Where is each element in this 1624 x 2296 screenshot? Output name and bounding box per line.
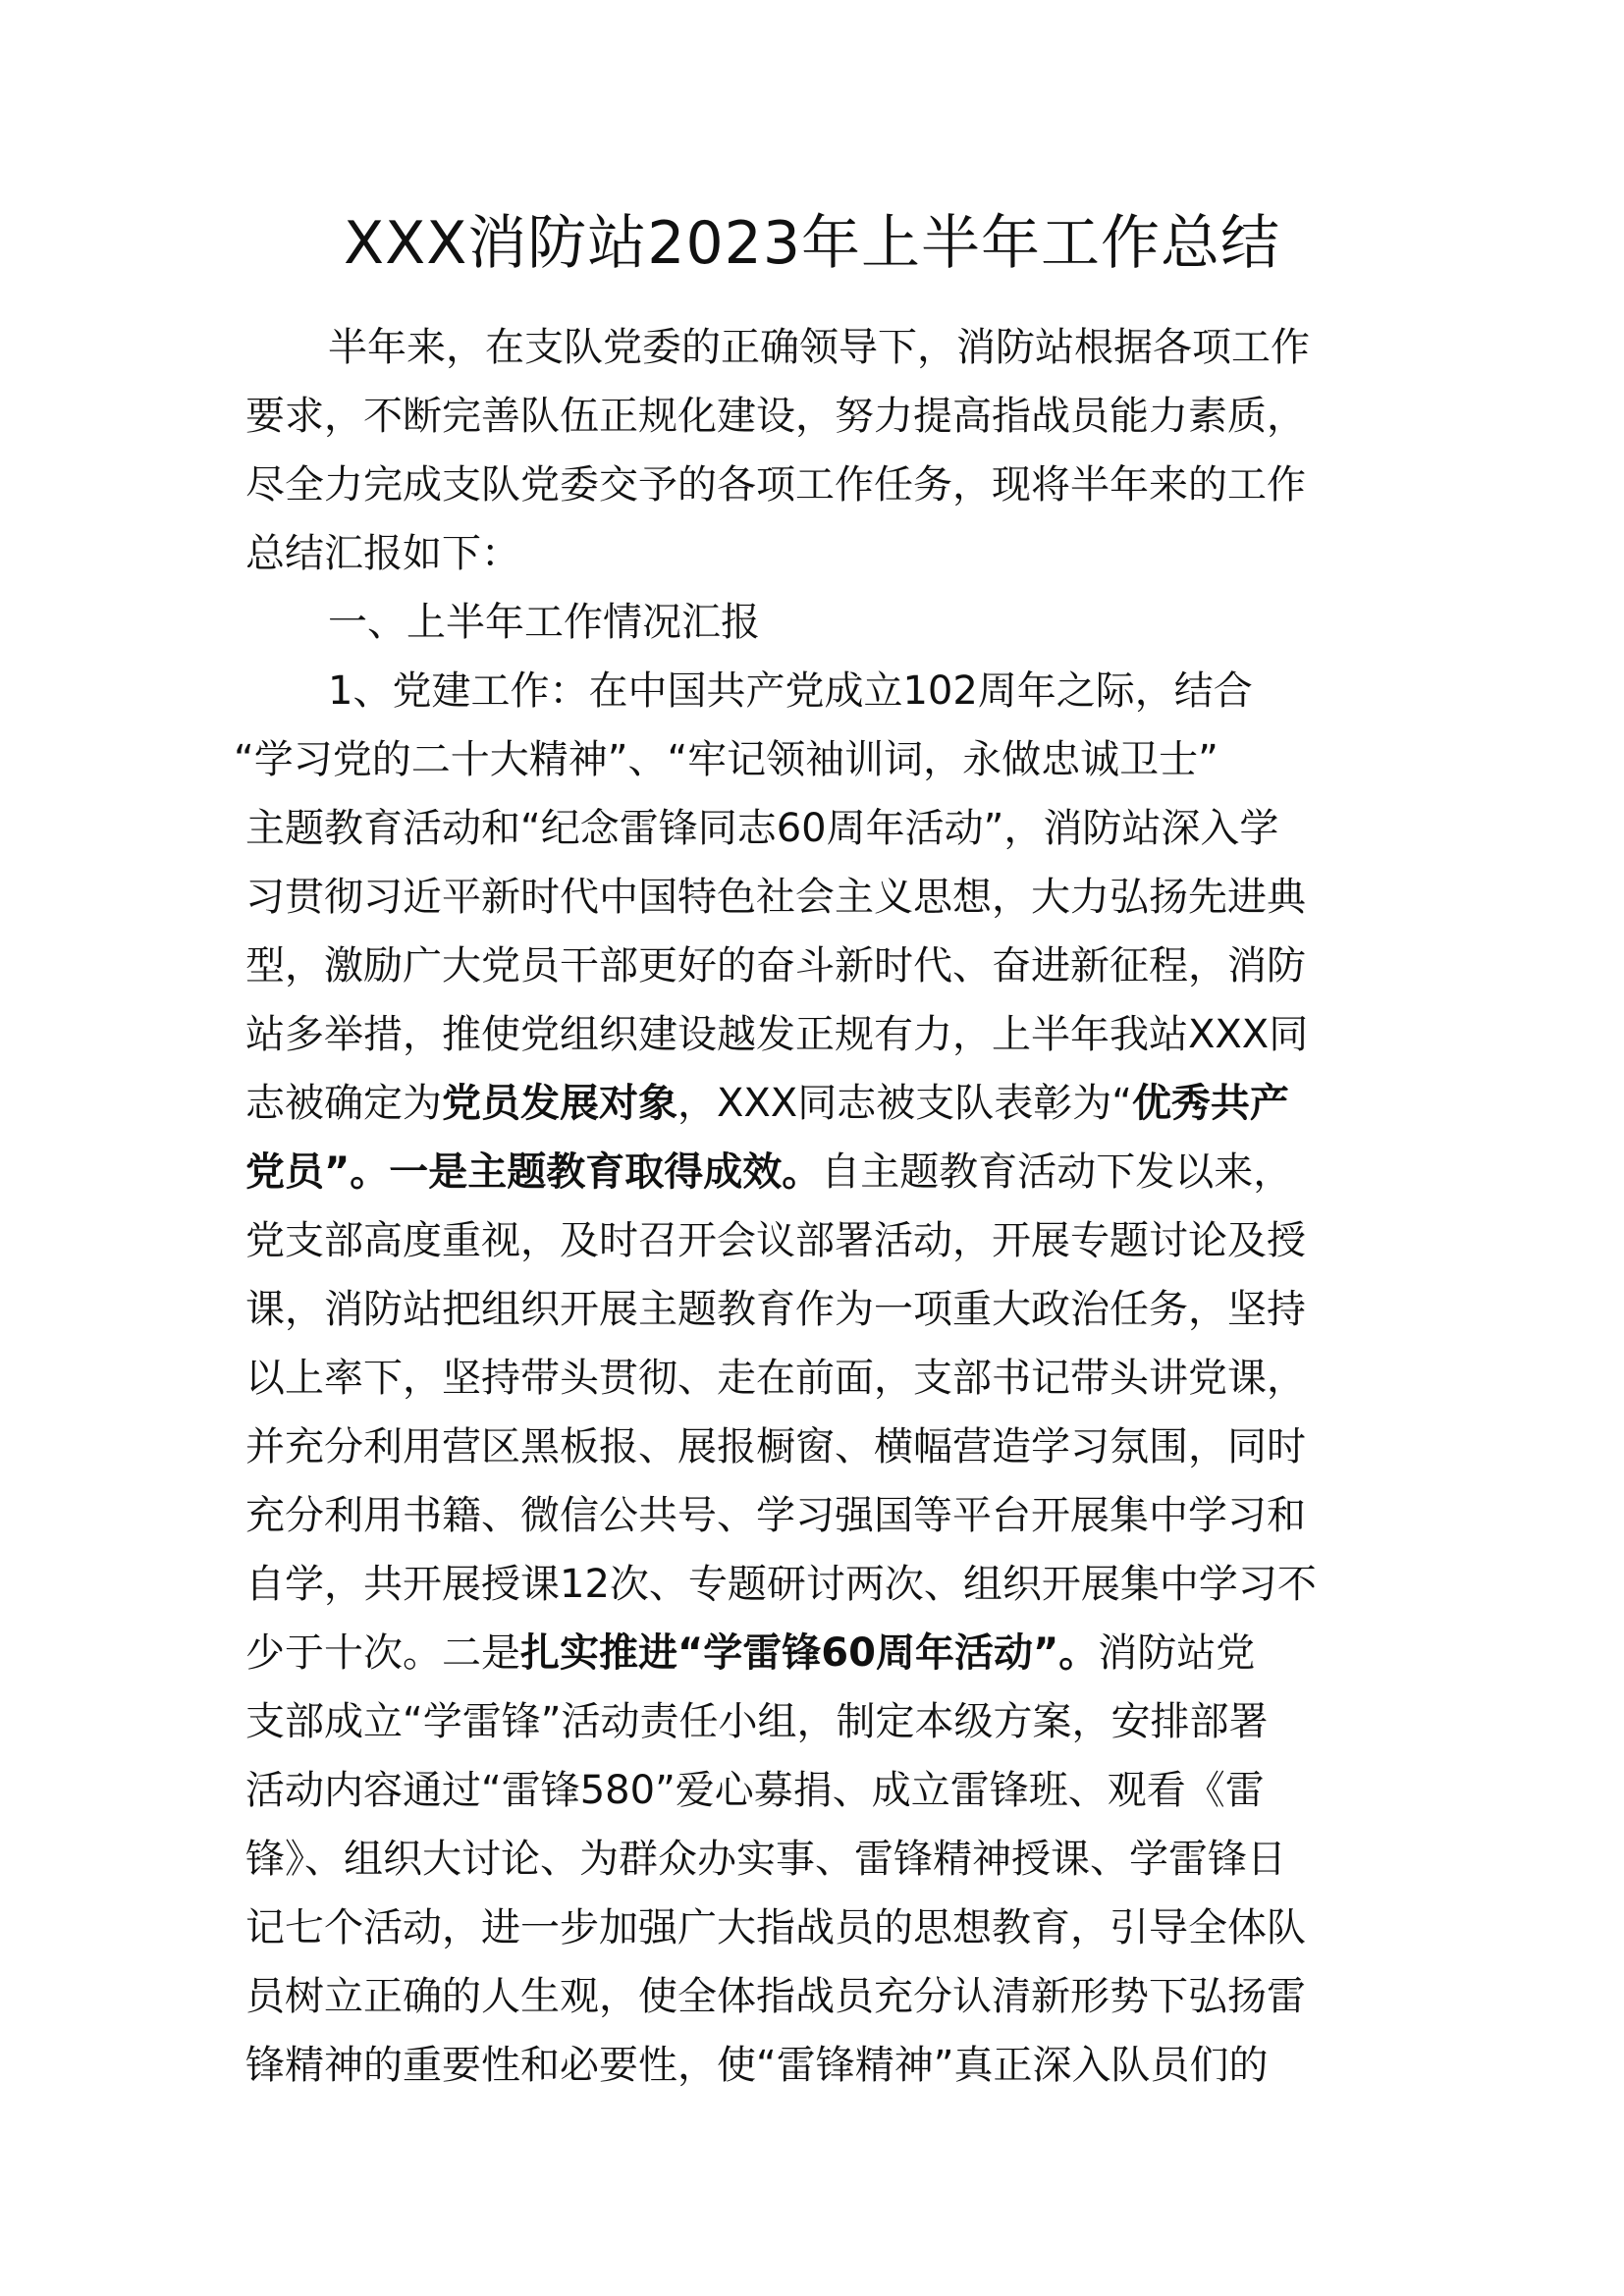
text-span: ，XXX同志被支队表彰为“	[677, 1081, 1132, 1126]
bold-text-party-candidate: 党员发展对象	[442, 1081, 677, 1126]
paragraph-line-10: 课，消防站把组织开展主题教育作为一项重大政治任务，坚持	[245, 1287, 1306, 1332]
paragraph-line-19: 记七个活动，进一步加强广大指战员的思想教育，引导全体队	[245, 1905, 1306, 1950]
bold-text-excellent-member: 优秀共产	[1131, 1081, 1289, 1126]
paragraph-line-3: 主题教育活动和“纪念雷锋同志60周年活动”，消防站深入学	[245, 806, 1279, 851]
paragraph-line-4: 习贯彻习近平新时代中国特色社会主义思想，大力弘扬先进典	[245, 875, 1306, 920]
text-span: 自主题教育活动下发以来，	[821, 1149, 1293, 1195]
paragraph-line-8	[245, 1145, 1292, 1200]
paragraph-line-11: 以上率下，坚持带头贯彻、走在前面，支部书记带头讲党课，	[245, 1356, 1306, 1401]
paragraph-line-12: 并充分利用营区黑板报、展报橱窗、横幅营造学习氛围，同时	[245, 1424, 1306, 1469]
bold-text-leifeng-activity: 扎实推进“学雷锋60周年活动”。	[520, 1630, 1099, 1676]
paragraph-line-2: “学习党的二十大精神”、“牢记领袖训词，永做忠诚卫士”	[234, 737, 1218, 782]
text-span: 少于十次。二是	[245, 1630, 520, 1676]
paragraph-line-9: 党支部高度重视，及时召开会议部署活动，开展专题讨论及授	[245, 1218, 1306, 1263]
intro-line-4: 总结汇报如下：	[245, 531, 520, 576]
paragraph-line-20: 员树立正确的人生观，使全体指战员充分认清新形势下弘扬雷	[245, 1974, 1306, 2019]
intro-line-1: 半年来，在支队党委的正确领导下，消防站根据各项工作	[328, 325, 1310, 370]
paragraph-line-16: 支部成立“学雷锋”活动责任小组，制定本级方案，安排部署	[245, 1699, 1269, 1744]
bold-text-member: 党员	[245, 1149, 324, 1195]
text-span: 志被确定为	[245, 1081, 442, 1126]
bold-text-span: ”。一是	[324, 1149, 468, 1195]
bold-text-education-results: 主题教育取得成效。	[467, 1149, 822, 1195]
paragraph-line-13: 充分利用书籍、微信公共号、学习强国等平台开展集中学习和	[245, 1493, 1306, 1538]
paragraph-line-21: 锋精神的重要性和必要性，使“雷锋精神”真正深入队员们的	[245, 2043, 1269, 2088]
paragraph-line-1: 1、党建工作：在中国共产党成立102周年之际，结合	[328, 668, 1253, 714]
document-title: XXX消防站2023年上半年工作总结	[343, 209, 1280, 278]
paragraph-line-14: 自学，共开展授课12次、专题研讨两次、组织开展集中学习不	[245, 1562, 1317, 1607]
paragraph-line-7	[245, 1076, 1289, 1131]
paragraph-line-15	[245, 1626, 1255, 1681]
intro-line-3: 尽全力完成支队党委交予的各项工作任务，现将半年来的工作	[245, 462, 1306, 507]
text-span: 消防站党	[1098, 1630, 1256, 1676]
paragraph-line-5: 型，激励广大党员干部更好的奋斗新时代、奋进新征程，消防	[245, 943, 1306, 988]
intro-line-2: 要求，不断完善队伍正规化建设，努力提高指战员能力素质，	[245, 394, 1306, 439]
paragraph-line-17: 活动内容通过“雷锋580”爱心募捐、成立雷锋班、观看《雷	[245, 1768, 1265, 1813]
paragraph-line-6: 站多举措，推使党组织建设越发正规有力，上半年我站XXX同	[245, 1012, 1309, 1057]
paragraph-line-18: 锋》、组织大讨论、为群众办实事、雷锋精神授课、学雷锋日	[245, 1837, 1286, 1882]
section-heading: 一、上半年工作情况汇报	[328, 600, 760, 645]
